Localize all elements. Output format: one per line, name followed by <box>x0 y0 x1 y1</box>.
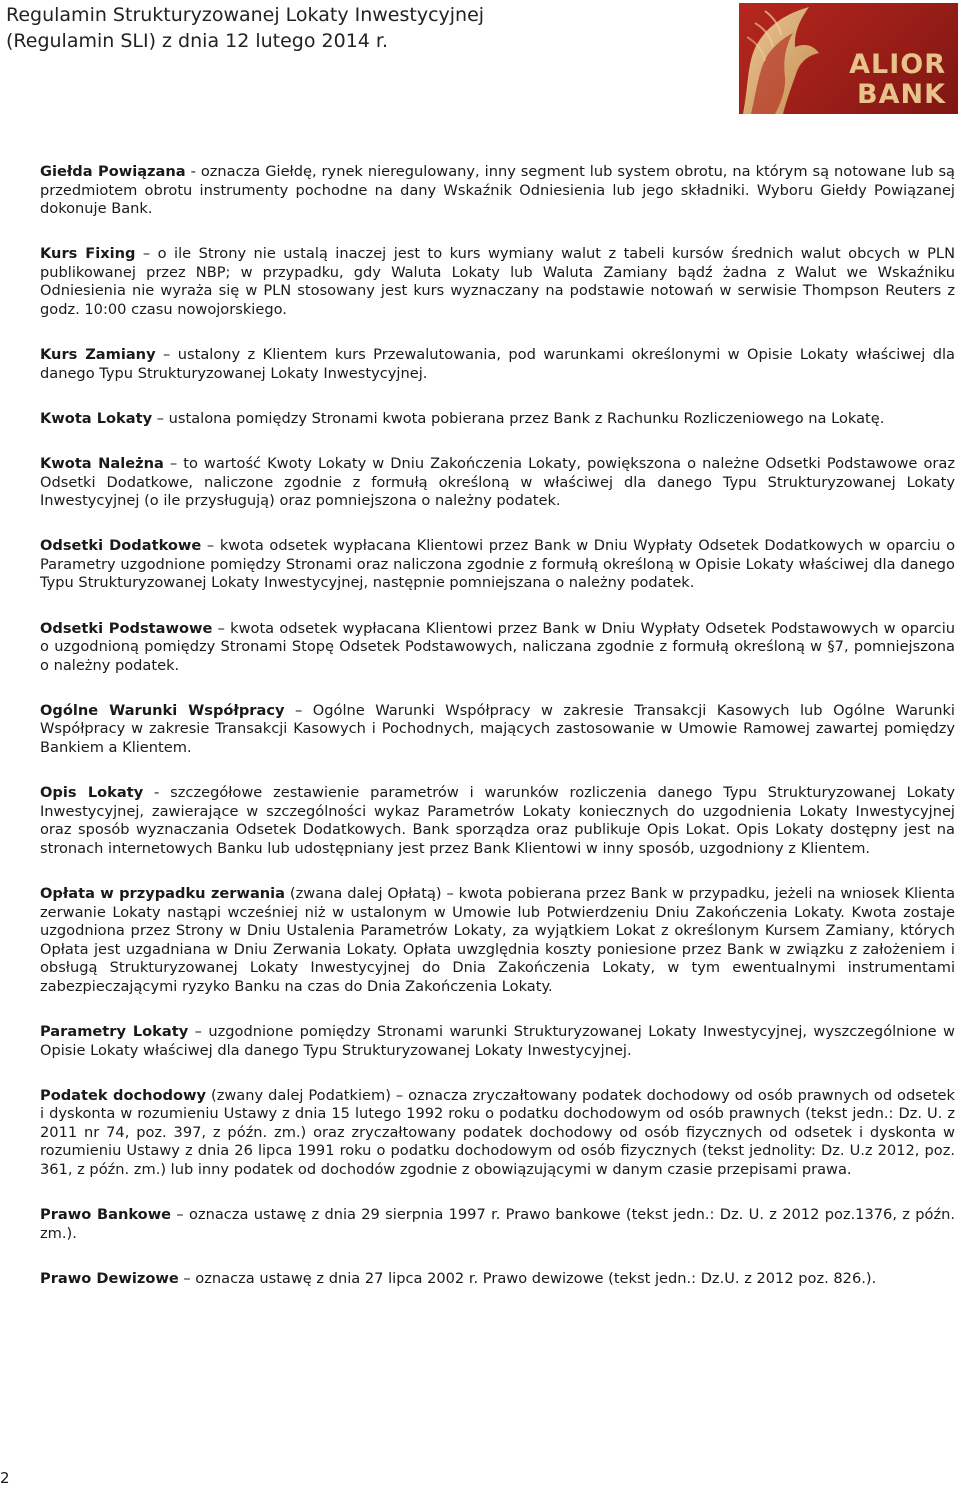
definition-podatek-dochodowy <box>40 1087 955 1180</box>
definition-term: Kwota Należna <box>40 454 164 472</box>
definition-prawo-dewizowe <box>40 1270 955 1289</box>
definition-term: Prawo Dewizowe <box>40 1269 179 1287</box>
definition-opis-lokaty <box>40 784 955 858</box>
definition-term: Opis Lokaty <box>40 784 144 802</box>
alior-bank-logo <box>739 3 958 114</box>
definition-term: Podatek dochodowy <box>40 1086 207 1104</box>
definition-text: (zwany dalej Podatkiem) – oznacza zryczałtowany podatek dochodowy od osób prawnych od odsetek i dyskonta w rozumieniu Ustawy z dnia 15 lutego 1992 roku o podatku dochodowym od osób prawnych (tekst jedn.: Dz. U. z 2011 nr 74, poz. 397, z późn. zm.) oraz zryczałtowany podatek dochodowy od osób fizycznych od odsetek i dyskonta w rozumieniu Ustawy z dnia 26 lipca 1991 roku o podatku dochodowym od osób fizycznych (tekst jednolity: Dz. U.z 2012, poz. 361, z późn. zm.) lub inny podatek od dochodów zgodnie z obowiązującymi w danym czasie przepisami prawa. <box>40 1086 955 1179</box>
definition-term: Parametry Lokaty <box>40 1023 189 1040</box>
definition-gielda-powiazana <box>40 163 955 219</box>
definition-term: Kurs Fixing <box>40 245 136 263</box>
definition-odsetki-podstawowe <box>40 620 955 676</box>
definition-term: Kwota Lokaty <box>40 409 153 427</box>
definition-text: (zwana dalej Opłatą) – kwota pobierana przez Bank w przypadku, jeżeli na wniosek Klienta zerwanie Lokaty nastąpi wcześniej niż w ustalonym w Umowie lub Potwierdzeniu Dniu Zakończenia Lokaty. Kwota zostaje uzgodniona przez Strony w Dniu Ustalenia Parametrów Lokaty, za wyjątkiem Lokat z określonym Kursem Zamiany, których Opłata jest uzgadniana w Dniu Zerwania Lokaty. Opłata uwzględnia koszty poniesione przez Bank w związku z założeniem i obsługą Strukturyzowanej Lokaty Inwestycyjnej do Dnia Zakończenia Lokaty, w tym ewentualnymi instrumentami zabezpieczającymi ryzyko Banku na czas do Dnia Zakończenia Lokaty. <box>40 884 956 995</box>
definition-text: – ustalona pomiędzy Stronami kwota pobierana przez Bank z Rachunku Rozliczeniowego na Lokatę. <box>152 409 885 427</box>
logo-text-alior: ALIOR <box>849 49 946 80</box>
definition-text: – ustalony z Klientem kurs Przewalutowania, pod warunkami określonymi w Opisie Lokaty właściwej dla danego Typu Strukturyzowanej Lokaty Inwestycyjnej. <box>40 346 956 382</box>
definition-oplata-w-przypadku-zerwania <box>40 885 955 997</box>
definition-ogolne-warunki-wspolpracy <box>40 702 955 758</box>
definition-term: Kurs Zamiany <box>40 346 156 364</box>
definition-prawo-bankowe <box>40 1206 955 1243</box>
definition-kurs-zamiany <box>40 346 955 383</box>
definition-text: – uzgodnione pomiędzy Stronami warunki Strukturyzowanej Lokaty Inwestycyjnej, wyszczególnione w Opisie Lokaty właściwej dla danego Typu Strukturyzowanej Lokaty Inwestycyjnej. <box>40 1023 955 1059</box>
definition-term: Ogólne Warunki Współpracy <box>40 701 285 719</box>
definition-text: - oznacza Giełdę, rynek nieregulowany, inny segment lub system obrotu, na którym są notowane lub są przedmiotem obrotu instrumenty pochodne na dany Wskaźnik Odniesienia lub jego składniki. Wyboru Giełdy Powiązanej dokonuje Bank. <box>40 163 955 218</box>
definition-text: – o ile Strony nie ustalą inaczej jest to kurs wymiany walut z tabeli kursów średnich walut obcych w PLN publikowanej przez NBP; w przypadku, gdy Waluta Lokaty lub Waluta Zamiany bądź żadna z Walut we Wskaźniku Odniesienia nie wyraża się w PLN stosowany jest kurs wyznaczany na podstawie notowań w serwisie Thompson Reuters z godz. 10:00 czasu nowojorskiego. <box>40 245 955 319</box>
definition-text: - szczegółowe zestawienie parametrów i warunków rozliczenia danego Typu Strukturyzowanej Lokaty Inwestycyjnej, zawierające w szczególności wykaz Parametrów Lokaty koniecznych do uzgodnienia Lokaty Inwestycyjnej oraz sposób wyznaczania Odsetek Dodatkowych. Bank sporządza oraz publikuje Opis Lokat. Opis Lokaty dostępny jest na stronach internetowych Banku lub udostępniany jest przez Bank Klientowi w inny sposób, uzgodniony z Klientem. <box>40 784 955 857</box>
definition-term: Giełda Powiązana <box>40 163 186 180</box>
definitions-list <box>40 163 955 1315</box>
logo-text-bank: BANK <box>857 79 946 110</box>
header-title-line-2: (Regulamin SLI) z dnia 12 lutego 2014 r. <box>6 30 389 52</box>
definition-text: – oznacza ustawę z dnia 29 sierpnia 1997 r. Prawo bankowe (tekst jedn.: Dz. U. z 2012 poz.1376, z późn. zm.). <box>40 1206 955 1242</box>
definition-odsetki-dodatkowe <box>40 537 955 593</box>
definition-text: – to wartość Kwoty Lokaty w Dniu Zakończenia Lokaty, powiększona o należne Odsetki Podstawowe oraz Odsetki Dodatkowe, naliczone zgodnie z formułą określoną w właściwej dla danego Typu Strukturyzowanej Lokaty Inwestycyjnej (o ile przysługują) oraz pomniejszona o należny podatek. <box>40 454 955 510</box>
page-number: 2 <box>0 1469 10 1487</box>
header-title-line-1: Regulamin Strukturyzowanej Lokaty Inwestycyjnej <box>6 4 485 26</box>
definition-term: Opłata w przypadku zerwania <box>40 884 286 902</box>
definition-term: Odsetki Podstawowe <box>40 619 213 637</box>
definition-text: – kwota odsetek wypłacana Klientowi przez Bank w Dniu Wypłaty Odsetek Podstawowych w oparciu o uzgodnioną pomiędzy Stronami Stopę Odsetek Podstawowych, naliczana zgodnie z formułą określoną w §7, pomniejszona o należny podatek. <box>40 619 955 674</box>
logo-emblem-icon <box>739 3 827 114</box>
definition-kwota-lokaty <box>40 410 955 429</box>
definition-text: – kwota odsetek wypłacana Klientowi przez Bank w Dniu Wypłaty Odsetek Dodatkowych w oparciu o Parametry uzgodnione pomiędzy Stronami oraz naliczona zgodnie z formułą określoną w Opisie Lokaty właściwej dla danego Typu Strukturyzowanej Lokaty Inwestycyjnej, następnie pomniejszana o należny podatek. <box>40 537 955 592</box>
definition-kwota-nalezna <box>40 455 955 511</box>
definition-term: Odsetki Dodatkowe <box>40 537 202 555</box>
definition-text: – Ogólne Warunki Współpracy w zakresie Transakcji Kasowych lub Ogólne Warunki Współpracy w zakresie Transakcji Kasowych i Pochodnych, mających zastosowanie w Umowie Ramowej zawartej pomiędzy Bankiem a Klientem. <box>40 701 955 756</box>
definition-kurs-fixing <box>40 245 955 319</box>
document-header <box>6 2 484 54</box>
definition-text: – oznacza ustawę z dnia 27 lipca 2002 r. Prawo dewizowe (tekst jedn.: Dz.U. z 2012 poz. 826.). <box>178 1269 877 1287</box>
definition-parametry-lokaty <box>40 1023 955 1060</box>
definition-term: Prawo Bankowe <box>40 1206 172 1224</box>
